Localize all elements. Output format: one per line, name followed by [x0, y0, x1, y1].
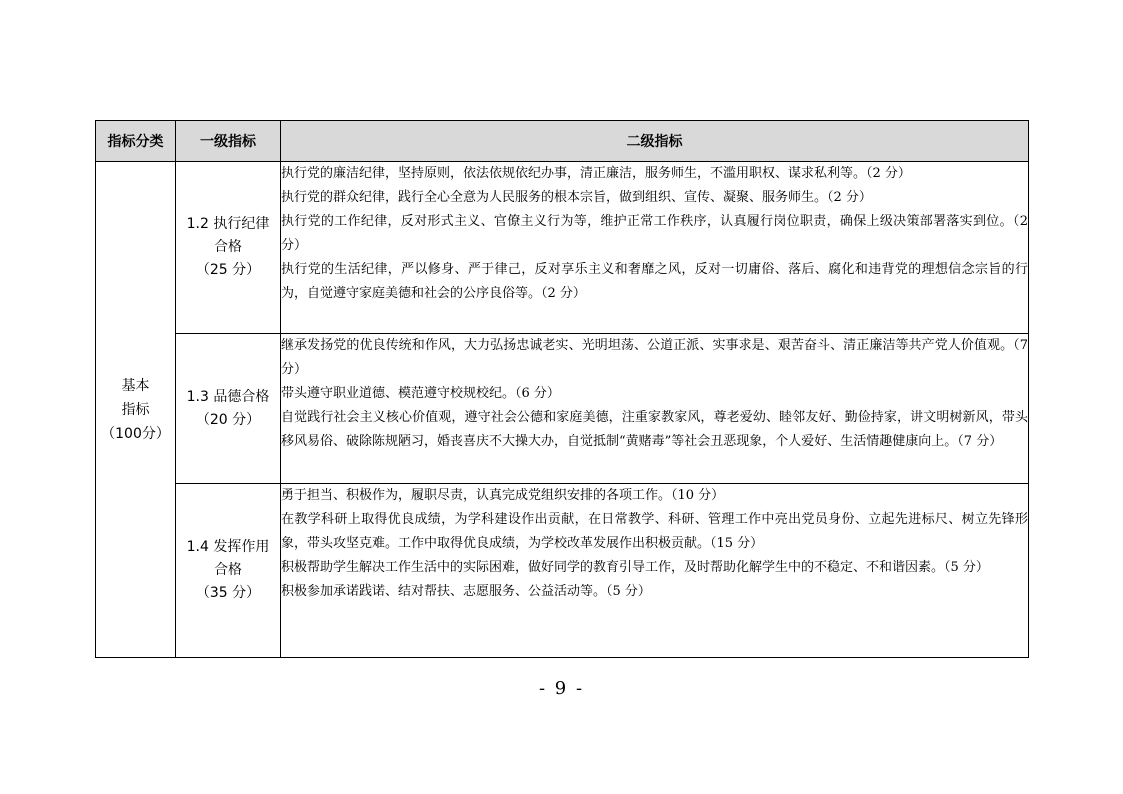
level1-line: （25 分）: [195, 262, 261, 278]
level2-item: 积极参加承诺践诺、结对帮扶、志愿服务、公益活动等。（5 分）: [281, 584, 651, 599]
level2-cell: [281, 484, 1029, 658]
level2-item: 执行党的工作纪律，反对形式主义、官僚主义行为等，维护正常工作秩序，认真履行岗位职责，确保上级决策部署落实到位。（2 分）: [281, 214, 1028, 253]
category-line: 指标: [121, 401, 150, 418]
level1-line: 1.3 品德合格: [186, 388, 270, 405]
level1-cell: [176, 334, 281, 484]
level1-line: 合格: [214, 562, 242, 578]
header-level2: 二级指标: [281, 121, 1029, 162]
level2-item: 执行党的廉洁纪律，坚持原则，依法依规依纪办事，清正廉洁，服务师生，不滥用职权、谋求私利等。（2 分）: [281, 166, 911, 181]
header-level1: 一级指标: [176, 121, 281, 162]
table-row: [96, 162, 1029, 334]
level1-line: 合格: [214, 239, 242, 255]
table-row: [96, 334, 1029, 484]
table-row: [96, 484, 1029, 658]
level1-line: 1.4 发挥作用: [186, 539, 270, 555]
level2-item: 执行党的生活纪律，严以修身、严于律己，反对享乐主义和奢靡之风，反对一切庸俗、落后、腐化和违背党的理想信念宗旨的行为，自觉遵守家庭美德和社会的公序良俗等。（2 分）: [281, 262, 1028, 301]
level1-line: 1.2 执行纪律: [186, 216, 270, 232]
level1-line: （20 分）: [195, 411, 261, 428]
category-line: （100分）: [101, 425, 170, 442]
level1-line: （35 分）: [195, 585, 261, 601]
level2-item: 在教学科研上取得优良成绩，为学科建设作出贡献，在日常教学、科研、管理工作中亮出党员身份、立起先进标尺、树立先锋形象，带头攻坚克难。工作中取得优良成绩，为学校改革发展作出积极贡献。（15 分）: [281, 512, 1028, 551]
level2-cell: [281, 334, 1029, 484]
level2-item: 勇于担当、积极作为，履职尽责，认真完成党组织安排的各项工作。（10 分）: [281, 488, 725, 503]
level2-item: 带头遵守职业道德、模范遵守校规校纪。（6 分）: [281, 386, 560, 401]
level2-item: 积极帮助学生解决工作生活中的实际困难，做好同学的教育引导工作，及时帮助化解学生中的不稳定、不和谐因素。（5 分）: [281, 560, 989, 575]
level2-item: 自觉践行社会主义核心价值观，遵守社会公德和家庭美德，注重家教家风，尊老爱幼、睦邻友好、勤俭持家，讲文明树新风，带头移风易俗、破除陈规陋习，婚丧喜庆不大操大办，自觉抵制“黄赌毒”等社会丑恶现象，个人爱好、生活情趣健康向上。（7 分）: [281, 410, 1028, 449]
level2-item: 执行党的群众纪律，践行全心全意为人民服务的根本宗旨，做到组织、宣传、凝聚、服务师生。（2 分）: [281, 190, 872, 205]
page-number: - 9 -: [538, 678, 585, 699]
level2-cell: [281, 162, 1029, 334]
level1-cell: [176, 162, 281, 334]
level1-cell: [176, 484, 281, 658]
category-cell: [96, 162, 176, 658]
indicator-table: [95, 120, 1029, 658]
table-header-row: [96, 121, 1029, 162]
header-category: 指标分类: [96, 121, 176, 162]
level2-item: 继承发扬党的优良传统和作风，大力弘扬忠诚老实、光明坦荡、公道正派、实事求是、艰苦奋斗、清正廉洁等共产党人价值观。（7 分）: [281, 338, 1028, 377]
category-line: 基本: [121, 377, 150, 394]
